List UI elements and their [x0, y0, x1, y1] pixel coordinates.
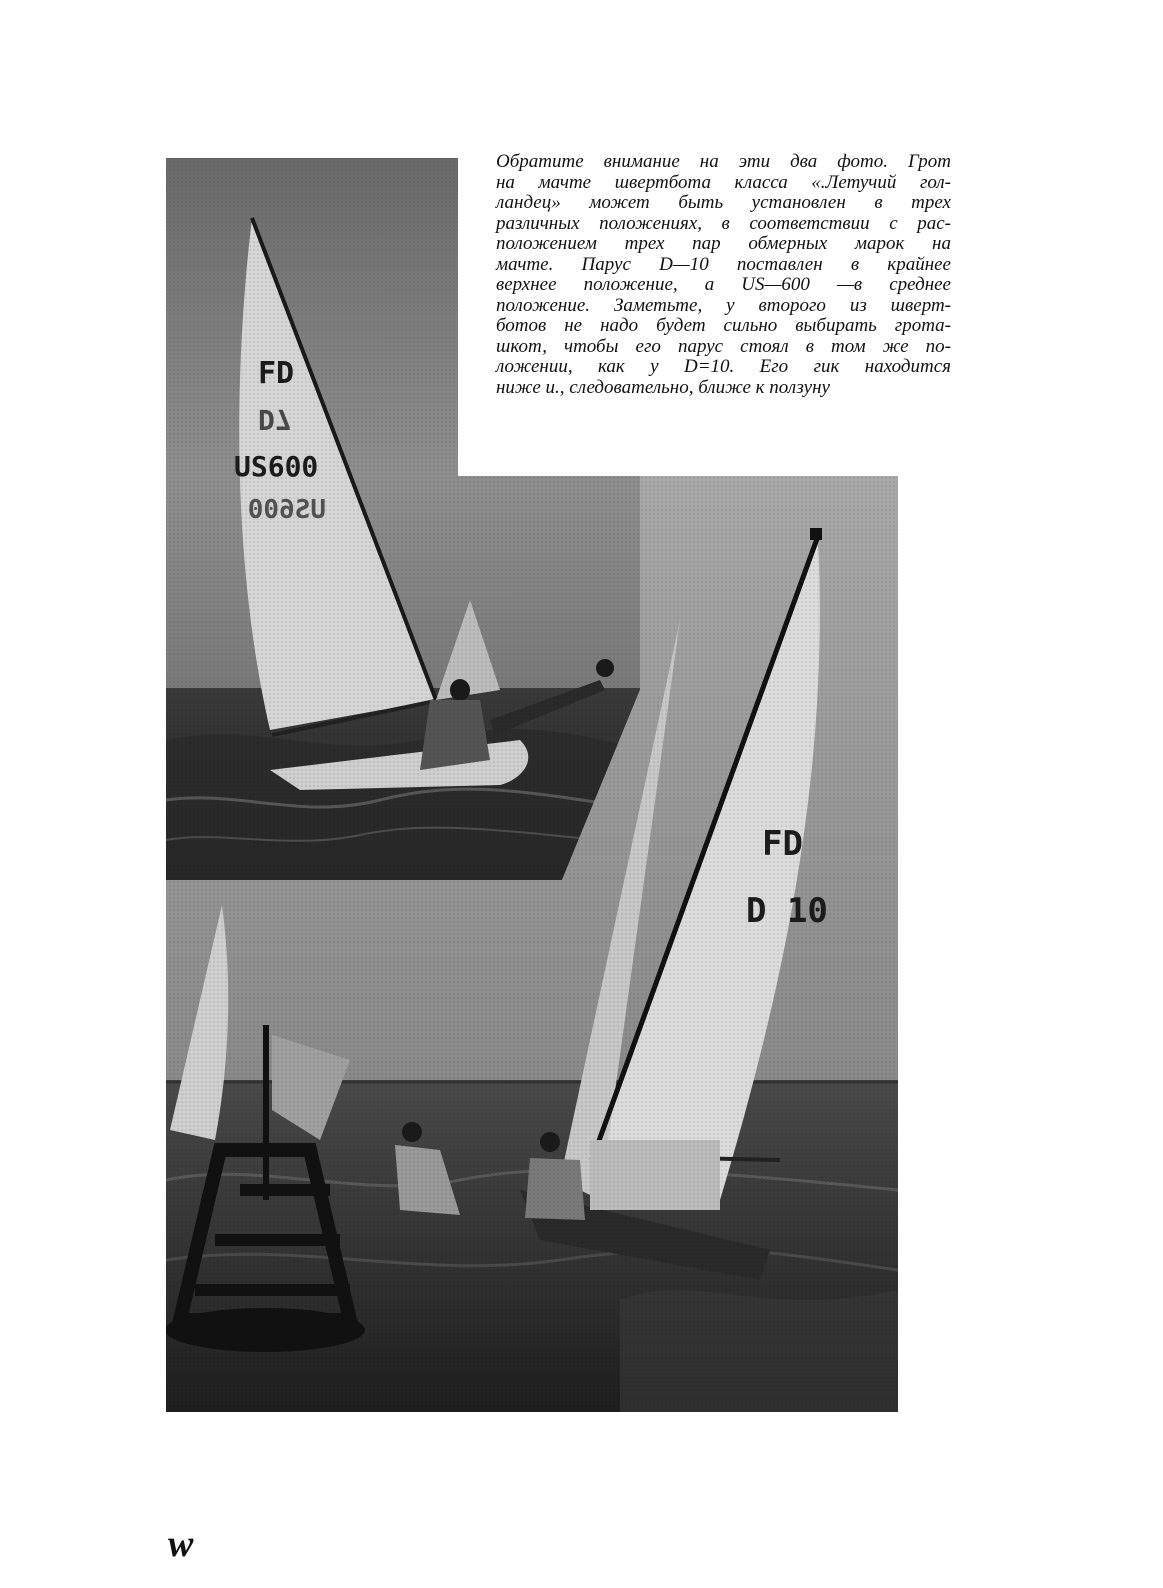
photo-caption — [496, 152, 951, 398]
caption-line: ложении, как у D=10. Его гик находится — [496, 356, 951, 377]
page-number: w — [168, 1523, 194, 1565]
caption-line: различных положениях, в соответствии с рас- — [496, 212, 951, 234]
caption-line: шкот, чтобы его парус стоял в том же по- — [496, 335, 951, 357]
caption-line: ниже и., следовательно, ближе к ползуну — [496, 376, 830, 398]
caption-line: Обратите внимание на эти два фото. Грот — [496, 151, 951, 172]
caption-line: верхнее положение, а US—600 —в среднее — [496, 274, 951, 295]
caption-line: мачте. Парус D—10 поставлен в крайнее — [496, 253, 951, 275]
caption-line: положение. Заметьте, у второго из шверт- — [496, 294, 951, 316]
caption-line: ботов не надо будет сильно выбирать грота- — [496, 315, 951, 336]
caption-line: положением трех пар обмерных марок на — [496, 233, 951, 254]
caption-line: на мачте швертбота класса «.Летучий гол- — [496, 171, 951, 193]
caption-line: ландец» может быть установлен в трех — [496, 192, 951, 213]
